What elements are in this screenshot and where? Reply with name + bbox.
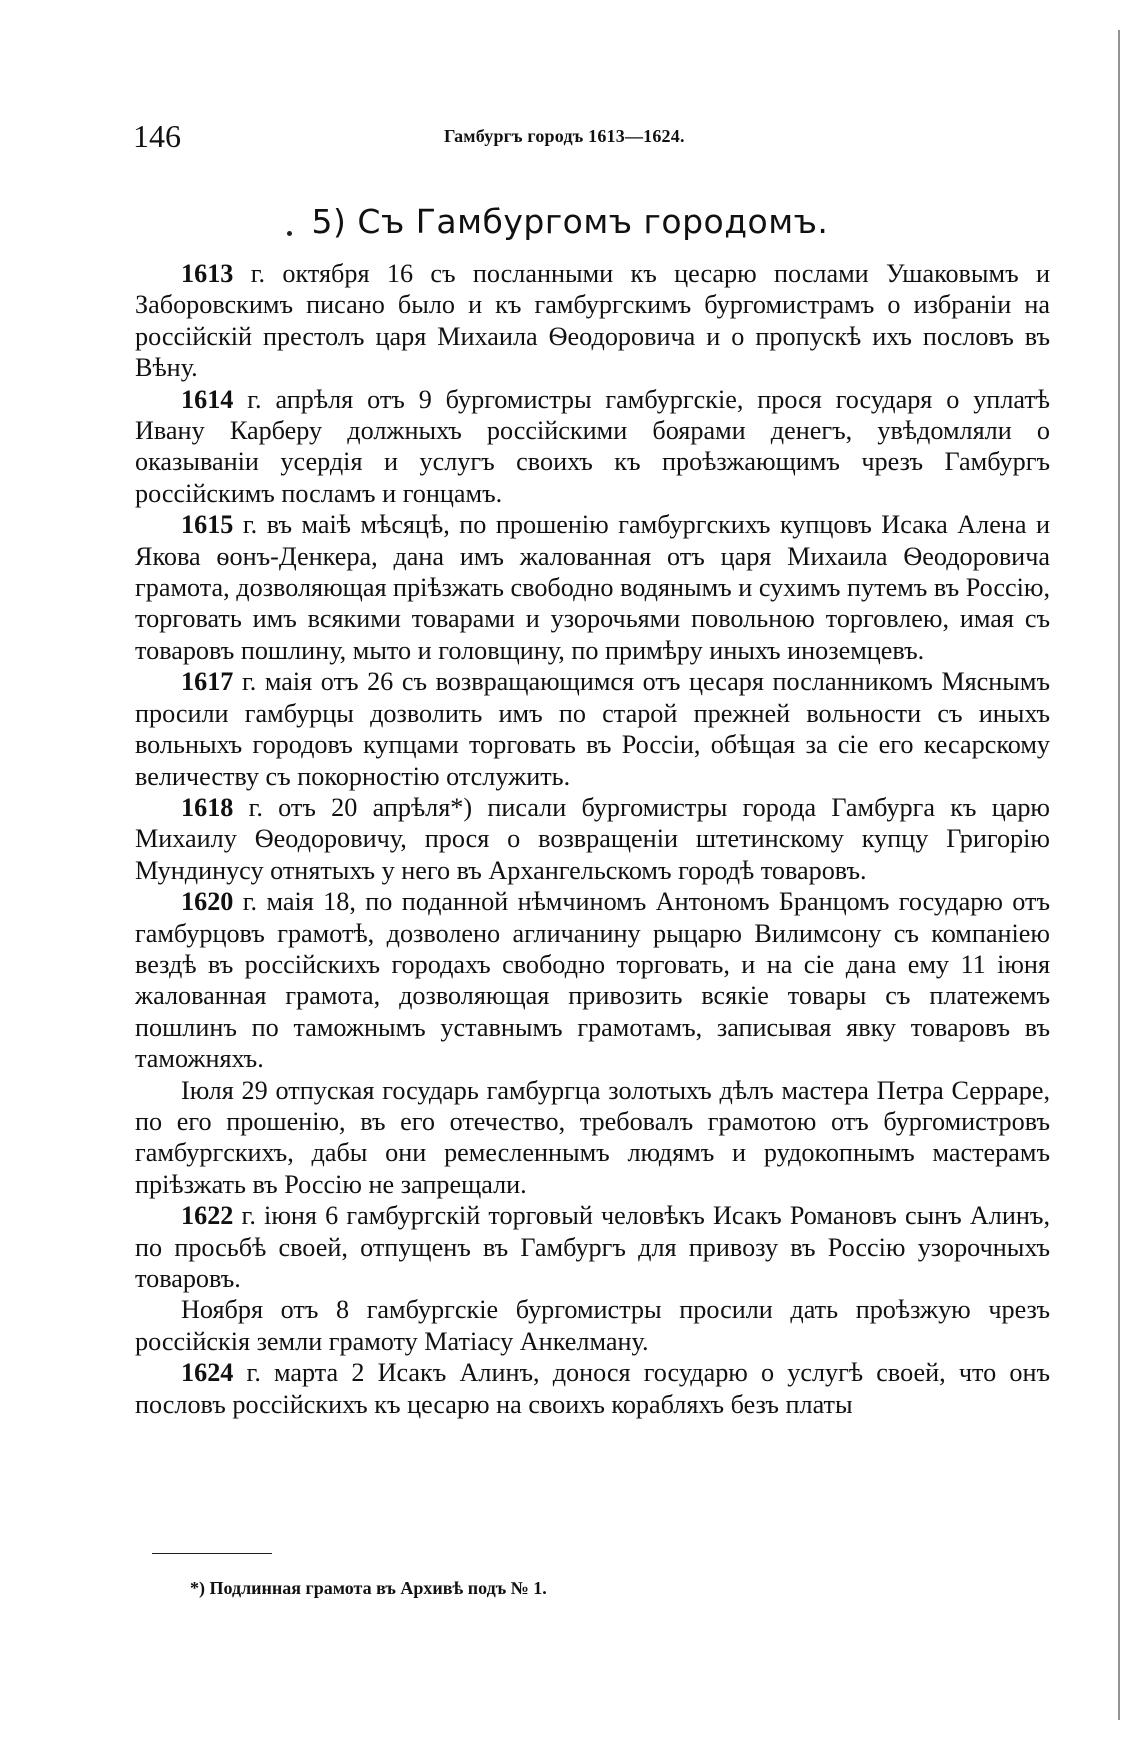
page-edge-line: [1118, 30, 1120, 1720]
paragraph: [135, 1357, 1050, 1420]
running-head: Гамбургъ городъ 1613—1624.: [444, 126, 685, 146]
paragraph-year: 1624: [181, 1358, 234, 1388]
page-header: [133, 118, 1053, 158]
paragraph: [135, 384, 1050, 510]
paragraph-text: г. апрѣля отъ 9 бургомистры гамбургскіе, прося государя о уплатѣ Ивану Карберу должныхъ россійскими боярами денегъ, увѣдомляли о оказываніи усердія и услугъ своихъ къ проѣзжающимъ чрезъ Гамбургъ россійскимъ посламъ и гонцамъ.: [135, 384, 1050, 508]
paragraph: [135, 666, 1050, 792]
paragraph: [135, 258, 1050, 384]
paragraph: [135, 886, 1050, 1074]
paragraph-text: Ноября отъ 8 гамбургскіе бургомистры просили дать проѣзжую чрезъ россійскія земли грамоту Матіасу Анкелману.: [135, 1295, 1050, 1356]
paragraph-year: 1613: [181, 259, 234, 288]
paragraph: [135, 1075, 1050, 1201]
body-text: [135, 258, 1050, 1420]
footnote-rule: [152, 1553, 272, 1554]
paragraph-year: 1615: [181, 510, 234, 540]
paragraph-text: г. маія отъ 26 съ возвращающимся отъ цесаря посланникомъ Мяснымъ просили гамбурцы дозволить имъ по старой прежней вольности съ иныхъ вольныхъ городовъ купцами торговать въ Россіи, обѣщая за сіе его кесарскому величеству съ покорностію отслужить.: [135, 667, 1050, 791]
paragraph-year: 1622: [181, 1201, 234, 1231]
paragraph-text: г. отъ 20 апрѣля*) писали бургомистры города Гамбурга къ царю Михаилу Ѳеодоровичу, прося о возвращеніи штетинскому купцу Григорію Мундинусу отнятыхъ у него въ Архангельскомъ городѣ товаровъ.: [135, 792, 1050, 885]
paragraph-text: г. марта 2 Исакъ Алинъ, донося государю о услугѣ своей, что онъ пословъ россійскихъ къ цесарю на своихъ корабляхъ безъ платы: [135, 1358, 1050, 1419]
paragraph-year: 1617: [181, 667, 234, 697]
paragraph-year: 1618: [181, 792, 234, 822]
paragraph-text: г. октября 16 съ посланными къ цесарю послами Ушаковымъ и Заборовскимъ писано было и къ гамбургскимъ бургомистрамъ о избраніи на россійскій престолъ царя Михаила Ѳеодоровича и о пропускѣ ихъ пословъ въ Вѣну.: [135, 259, 1050, 383]
paragraph-text: г. маія 18, по поданной нѣмчиномъ Антономъ Бранцомъ государю отъ гамбурцовъ грамотѣ, дозволено агличанину рыцарю Вилимсону съ компаніею вездѣ въ россійскихъ городахъ свободно торговать, и на сіе дана ему 11 іюня жалованная грамота, дозволяющая привозить всякіе товары съ платежемъ пошлинъ по таможнымъ уставнымъ грамотамъ, записывая явку товаровъ въ таможняхъ.: [135, 887, 1050, 1074]
footnote: *) Подлинная грамота въ Архивѣ подъ № 1.: [190, 1578, 547, 1598]
paragraph-year: 1614: [181, 384, 234, 414]
section-title: 5) Съ Гамбургомъ городомъ.: [311, 202, 829, 241]
paragraph: [135, 792, 1050, 886]
paragraph: [135, 509, 1050, 666]
paragraph-text: г. іюня 6 гамбургскій торговый человѣкъ Исакъ Романовъ сынъ Алинъ, по просьбѣ своей, отпущенъ въ Гамбургъ для привозу въ Россію узорочныхъ товаровъ.: [135, 1201, 1050, 1293]
page-number: 146: [133, 118, 181, 154]
paragraph-text: Іюля 29 отпуская государь гамбургца золотыхъ дѣлъ мастера Петра Серраре, по его прошенію, въ его отечество, требовалъ грамотою отъ бургомистровъ гамбургскихъ, дабы они ремесленнымъ людямъ и рудокопнымъ мастерамъ пріѣзжать въ Россію не запрещали.: [135, 1075, 1050, 1199]
paragraph-year: 1620: [181, 887, 234, 917]
paragraph-text: г. въ маіѣ мѣсяцѣ, по прошенію гамбургскихъ купцовъ Исака Алена и Якова ѳонъ-Денкера, дана имъ жалованная отъ царя Михаила Ѳеодоровича грамота, дозволяющая пріѣзжать свободно водянымъ и сухимъ путемъ въ Россію, торговать имъ всякими товарами и узорочьями повольною торговлею, имая съ товаровъ пошлину, мыто и головщину, по примѣру иныхъ иноземцевъ.: [135, 510, 1050, 665]
paragraph: [135, 1294, 1050, 1357]
paragraph: [135, 1200, 1050, 1294]
